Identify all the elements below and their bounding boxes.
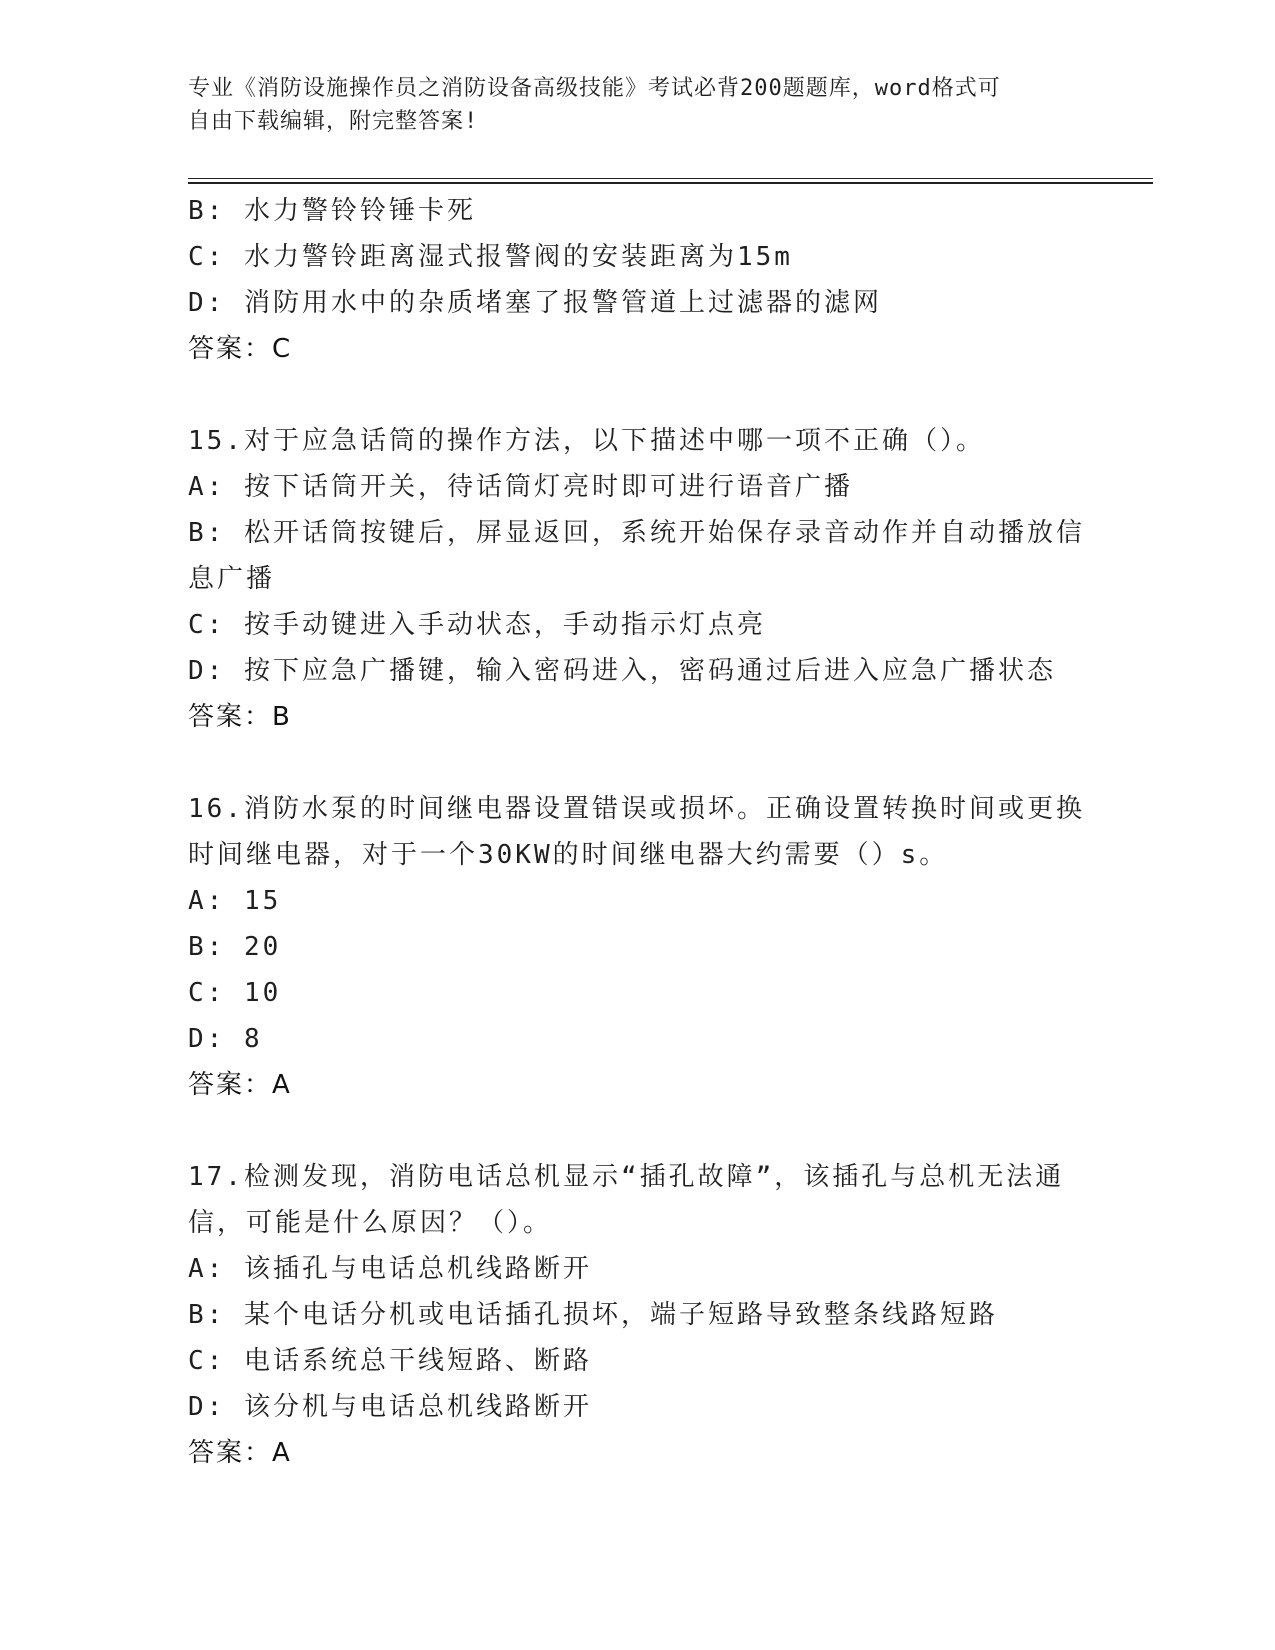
option-c: C: 10 [188, 978, 282, 1008]
option-c: C: 电话系统总干线短路、断路 [188, 1346, 592, 1376]
option-d: D: 按下应急广播键，输入密码进入，密码通过后进入应急广播状态 [188, 656, 1056, 686]
question-stem: 17.检测发现，消防电话总机显示“插孔故障”，该插孔与总机无法通 [188, 1162, 1065, 1192]
answer-line: 答案：A [188, 1438, 292, 1468]
question-15 [188, 418, 1083, 740]
option-b-continued: 息广播 [188, 564, 276, 594]
header-line-1: 专业《消防设施操作员之消防设备高级技能》考试必背200题题库，word格式可 [188, 76, 1001, 101]
question-17 [188, 1154, 1083, 1476]
answer-line: 答案：B [188, 702, 292, 732]
question-stem-continued: 时间继电器，对于一个30KW的时间继电器大约需要（）s。 [188, 840, 949, 870]
header-divider-thin [188, 178, 1153, 179]
option-b: B: 松开话筒按键后，屏显返回，系统开始保存录音动作并自动播放信 [188, 518, 1085, 548]
option-a: A: 15 [188, 886, 282, 916]
option-c: C: 按手动键进入手动状态，手动指示灯点亮 [188, 610, 766, 640]
option-b: B: 某个电话分机或电话插孔损坏，端子短路导致整条线路短路 [188, 1300, 998, 1330]
option-c: C: 水力警铃距离湿式报警阀的安装距离为15m [188, 242, 793, 272]
question-stem: 15.对于应急话筒的操作方法，以下描述中哪一项不正确（）。 [188, 426, 985, 456]
answer-line: 答案：C [188, 334, 293, 364]
option-b: B: 20 [188, 932, 282, 962]
option-d: D: 8 [188, 1024, 263, 1054]
question-content [188, 188, 1083, 1476]
question-stem: 16.消防水泵的时间继电器设置错误或损坏。正确设置转换时间或更换 [188, 794, 1085, 824]
previous-question-tail [188, 188, 1083, 372]
header-line-2: 自由下载编辑，附完整答案! [188, 109, 479, 134]
spacer [188, 740, 1083, 786]
header-divider-thick [188, 182, 1153, 184]
option-a: A: 按下话筒开关，待话筒灯亮时即可进行语音广播 [188, 472, 853, 502]
option-b: B: 水力警铃铃锤卡死 [188, 196, 476, 226]
spacer [188, 1108, 1083, 1154]
spacer [188, 372, 1083, 418]
answer-line: 答案：A [188, 1070, 292, 1100]
option-d: D: 消防用水中的杂质堵塞了报警管道上过滤器的滤网 [188, 288, 882, 318]
question-16 [188, 786, 1083, 1108]
question-stem-continued: 信，可能是什么原因？（）。 [188, 1208, 553, 1238]
document-header [188, 72, 1088, 138]
option-a: A: 该插孔与电话总机线路断开 [188, 1254, 592, 1284]
option-d: D: 该分机与电话总机线路断开 [188, 1392, 592, 1422]
